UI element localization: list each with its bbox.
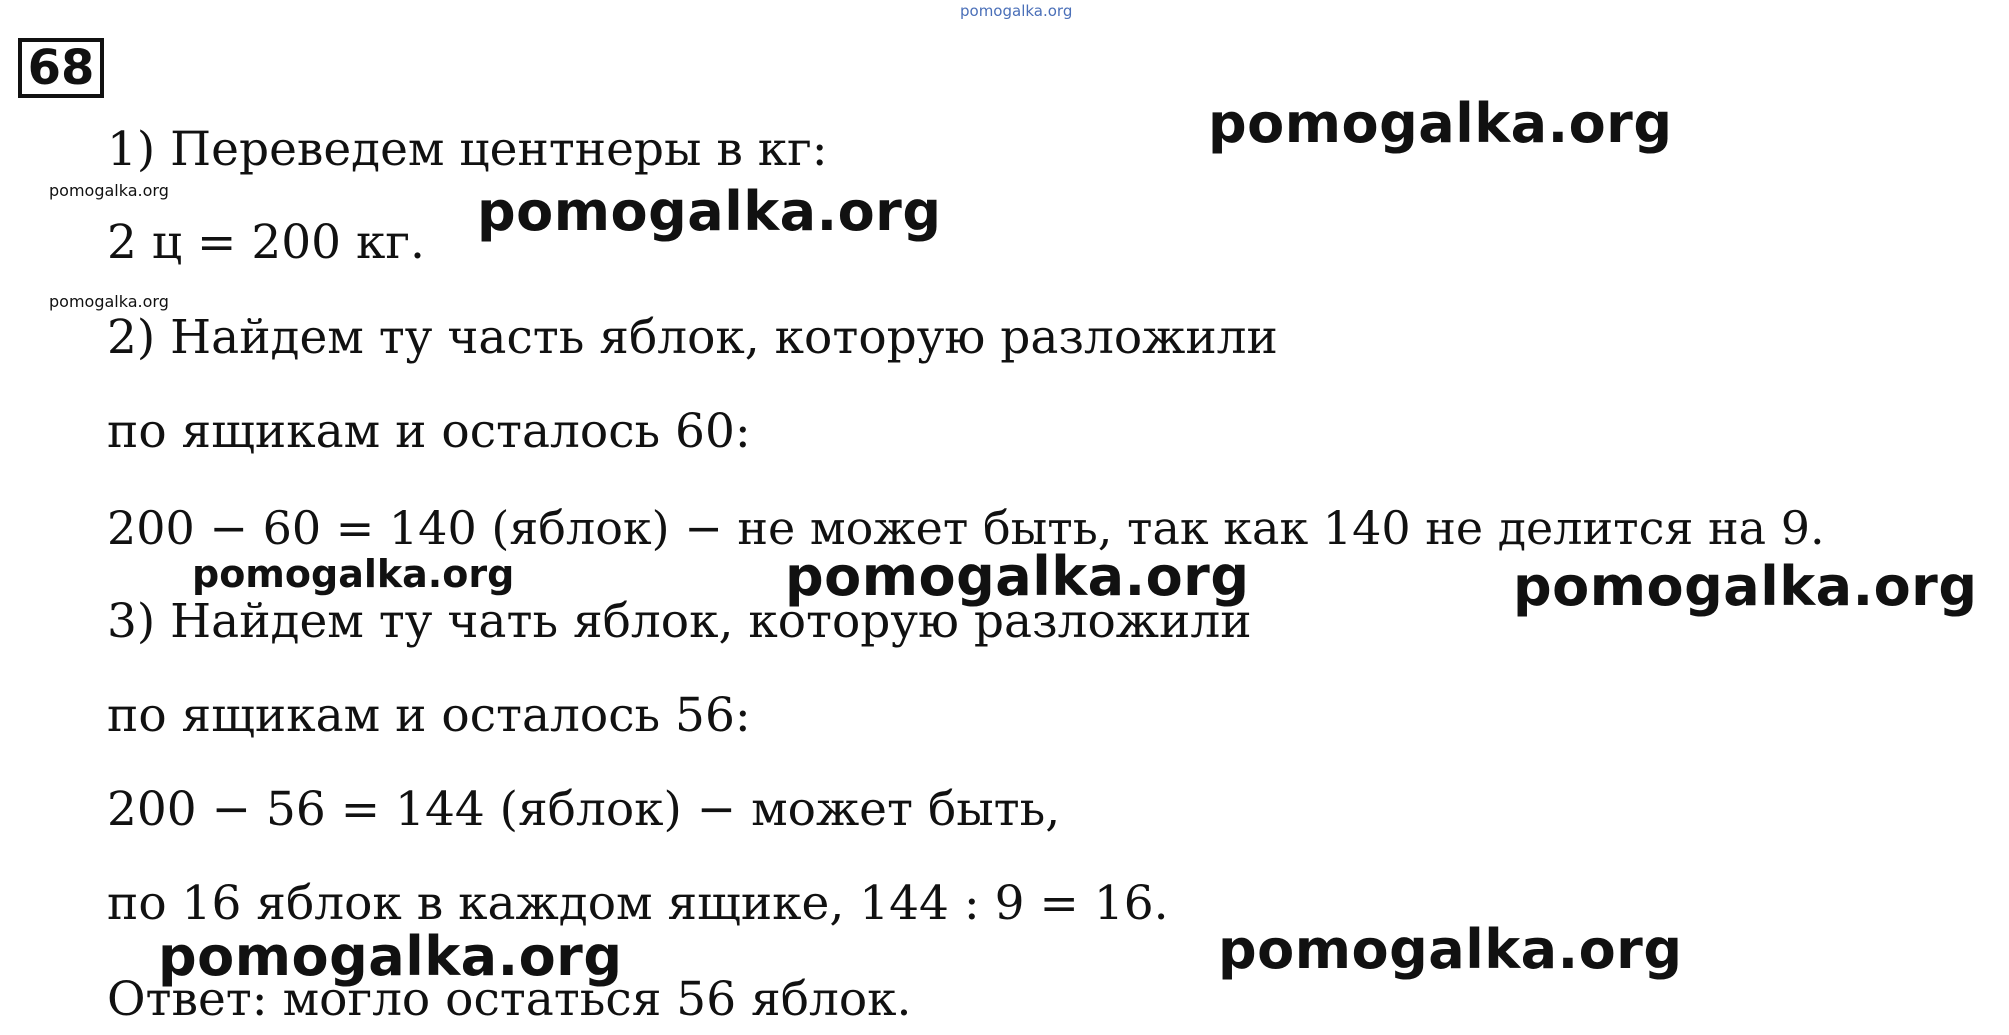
solution-line-9: по 16 яблок в каждом ящике, 144 : 9 = 16. [107,876,1169,931]
watermark-1: pomogalka.org [1208,92,1673,155]
solution-line-1: 1) Переведем центнеры в кг: [107,122,828,177]
solution-line-8: 200 − 56 = 144 (яблок) − может быть, [107,782,1061,837]
solution-line-7: по ящикам и осталось 56: [107,688,751,743]
watermark-3: pomogalka.org [49,181,169,200]
watermark-9: pomogalka.org [1218,918,1683,981]
solution-line-3: 2) Найдем ту часть яблок, которую разложили [107,310,1278,365]
watermark-5: pomogalka.org [192,552,515,596]
watermark-6: pomogalka.org [785,545,1250,608]
watermark-4: pomogalka.org [49,292,169,311]
task-number: 68 [18,38,104,98]
watermark-2: pomogalka.org [477,180,942,243]
answer-line: Ответ: могло остаться 56 яблок. [107,972,912,1027]
watermark-7: pomogalka.org [1513,555,1978,618]
watermark-8: pomogalka.org [158,925,623,988]
solution-line-4: по ящикам и осталось 60: [107,404,751,459]
solution-line-6: 3) Найдем ту чать яблок, которую разложили [107,594,1252,649]
solution-line-5: 200 − 60 = 140 (яблок) − не может быть, так как 140 не делится на 9. [107,501,1825,555]
watermark-top: pomogalka.org [960,2,1073,20]
solution-line-2: 2 ц = 200 кг. [107,215,425,270]
